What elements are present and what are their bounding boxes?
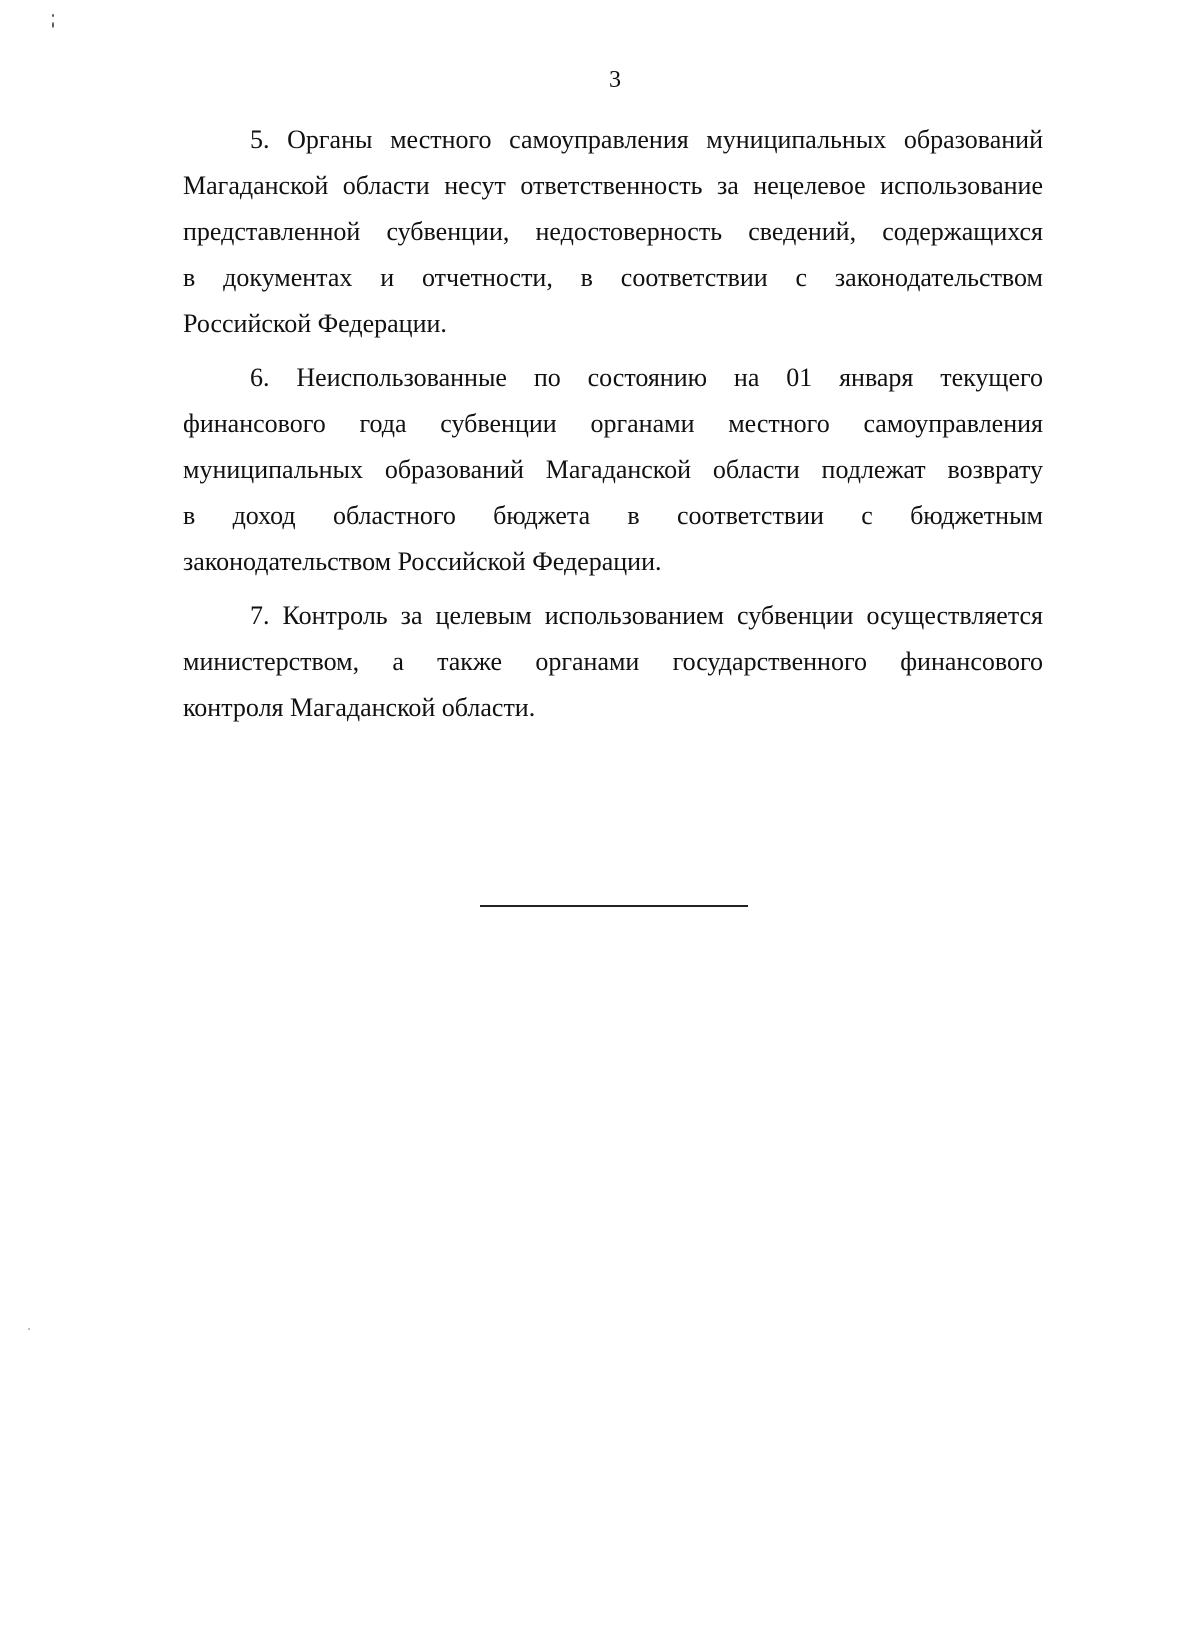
text-line: министерством, а также органами государственного финансового — [183, 647, 1043, 676]
text-line: в документах и отчетности, в соответствии с законодательством — [183, 263, 1043, 292]
text-line: контроля Магаданской области. — [183, 693, 536, 722]
text-line: представленной субвенции, недостоверность сведений, содержащихся — [183, 217, 1043, 246]
text-line: 5. Органы местного самоуправления муниципальных образований — [250, 125, 1043, 154]
text-line: законодательством Российской Федерации. — [183, 547, 662, 576]
scan-speck — [28, 1328, 30, 1330]
end-of-document-rule — [480, 905, 748, 907]
page-number: 3 — [609, 67, 621, 93]
text-line: 6. Неиспользованные по состоянию на 01 января текущего — [250, 363, 1043, 392]
text-line: муниципальных образований Магаданской области подлежат возврату — [183, 455, 1043, 484]
scan-speck — [52, 14, 54, 17]
paragraph-6 — [183, 355, 1043, 585]
paragraph-5 — [183, 117, 1043, 347]
paragraph-7 — [183, 593, 1043, 731]
text-line: в доход областного бюджета в соответствии с бюджетным — [183, 501, 1043, 530]
text-line: Магаданской области несут ответственность за нецелевое использование — [183, 171, 1043, 200]
text-line: финансового года субвенции органами местного самоуправления — [183, 409, 1043, 438]
scan-speck — [52, 22, 54, 28]
document-body — [183, 117, 1043, 739]
text-line: Российской Федерации. — [183, 309, 447, 338]
text-line: 7. Контроль за целевым использованием субвенции осуществляется — [250, 601, 1043, 630]
